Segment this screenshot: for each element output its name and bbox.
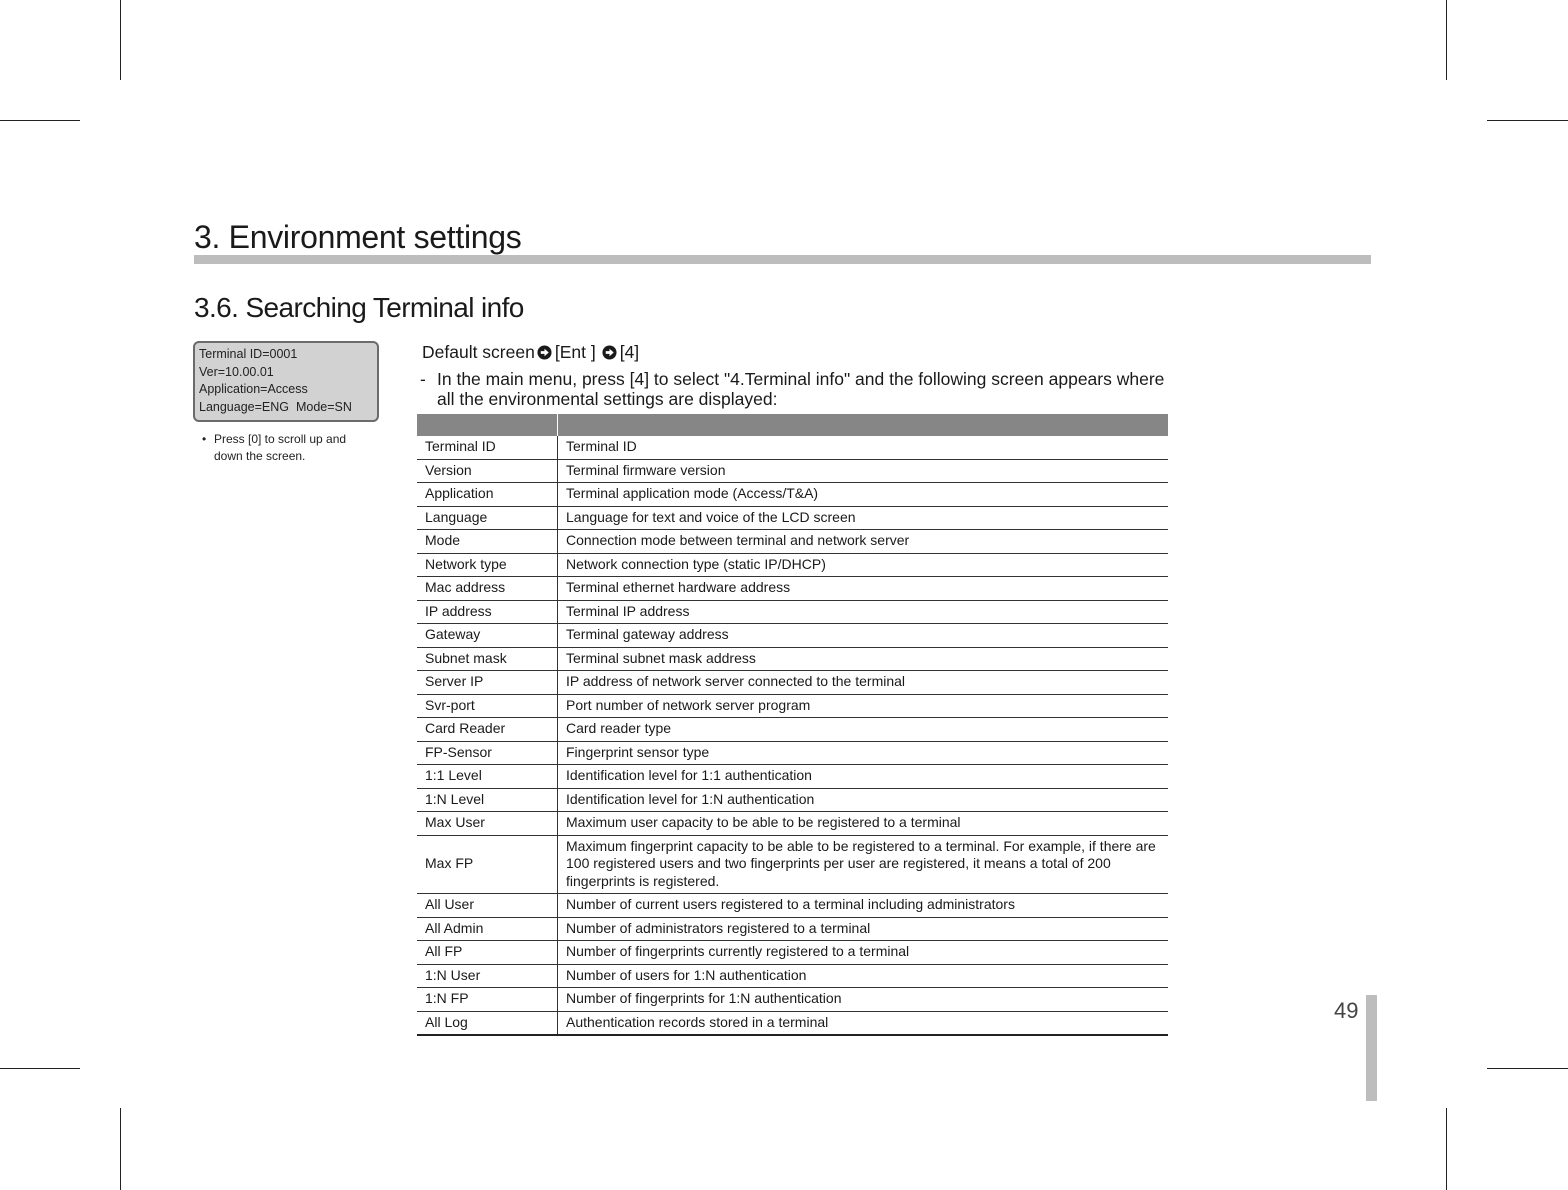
setting-name: Svr-port: [417, 694, 558, 718]
table-row: [417, 459, 1168, 483]
setting-name: Mac address: [417, 577, 558, 601]
table-header-cell: [417, 414, 558, 436]
table-row: [417, 718, 1168, 742]
setting-description: Authentication records stored in a terminal: [558, 1011, 1169, 1035]
setting-description: Terminal firmware version: [558, 459, 1169, 483]
setting-name: Mode: [417, 530, 558, 554]
setting-name: IP address: [417, 600, 558, 624]
setting-name: Card Reader: [417, 718, 558, 742]
table-row: [417, 671, 1168, 695]
setting-description: Terminal subnet mask address: [558, 647, 1169, 671]
table-row: [417, 624, 1168, 648]
crop-mark: [1487, 120, 1568, 121]
setting-description: Number of fingerprints for 1:N authentication: [558, 988, 1169, 1012]
table-row: [417, 600, 1168, 624]
table-row: [417, 553, 1168, 577]
lcd-line: Terminal ID=0001: [199, 347, 298, 361]
setting-name: All Admin: [417, 917, 558, 941]
side-note-text: Press [0] to scroll up and down the screen.: [214, 432, 347, 463]
setting-description: Terminal ID: [558, 436, 1169, 459]
table-row: [417, 694, 1168, 718]
nav-path-start: Default screen: [422, 342, 535, 362]
lcd-line: Application=Access: [199, 382, 308, 396]
setting-name: Network type: [417, 553, 558, 577]
crop-mark: [1446, 1108, 1447, 1190]
setting-name: All User: [417, 894, 558, 918]
setting-description: Identification level for 1:N authentication: [558, 788, 1169, 812]
setting-name: Version: [417, 459, 558, 483]
table-row: [417, 894, 1168, 918]
setting-description: Maximum user capacity to be able to be registered to a terminal: [558, 812, 1169, 836]
table-row: [417, 812, 1168, 836]
table-row: [417, 1011, 1168, 1035]
setting-name: Application: [417, 483, 558, 507]
setting-description: IP address of network server connected to the terminal: [558, 671, 1169, 695]
setting-name: All FP: [417, 941, 558, 965]
setting-name: 1:1 Level: [417, 765, 558, 789]
setting-description: Port number of network server program: [558, 694, 1169, 718]
setting-description: Number of current users registered to a terminal including administrators: [558, 894, 1169, 918]
lcd-screen: [193, 341, 379, 422]
setting-name: Max FP: [417, 835, 558, 894]
setting-description: Card reader type: [558, 718, 1169, 742]
table-row: [417, 483, 1168, 507]
table-row: [417, 647, 1168, 671]
setting-description: Connection mode between terminal and network server: [558, 530, 1169, 554]
setting-name: 1:N FP: [417, 988, 558, 1012]
table-header-row: [417, 414, 1168, 436]
table-row: [417, 835, 1168, 894]
setting-description: Language for text and voice of the LCD screen: [558, 506, 1169, 530]
lcd-line: Language=ENG Mode=SN: [199, 399, 352, 414]
setting-description: Fingerprint sensor type: [558, 741, 1169, 765]
crop-mark: [0, 120, 80, 121]
chapter-title: 3. Environment settings: [194, 219, 522, 255]
setting-name: Max User: [417, 812, 558, 836]
right-arrow-circle-icon: [537, 345, 552, 360]
title-rule: [194, 255, 1371, 264]
setting-description: Terminal application mode (Access/T&A): [558, 483, 1169, 507]
setting-description: Terminal gateway address: [558, 624, 1169, 648]
intro-paragraph: [420, 369, 1180, 409]
setting-description: Number of fingerprints currently registered to a terminal: [558, 941, 1169, 965]
table-row: [417, 577, 1168, 601]
dash-bullet: -: [420, 369, 426, 389]
table-row: [417, 506, 1168, 530]
table-row: [417, 788, 1168, 812]
setting-name: FP-Sensor: [417, 741, 558, 765]
page-edge-bar: [1366, 995, 1377, 1101]
table-row: [417, 917, 1168, 941]
side-note: [202, 431, 377, 465]
nav-path-step1: [Ent ]: [554, 342, 596, 362]
setting-description: Number of users for 1:N authentication: [558, 964, 1169, 988]
section-title: 3.6. Searching Terminal info: [194, 292, 524, 323]
setting-description: Maximum fingerprint capacity to be able to be registered to a terminal. For example, if there are 100 registered users and two fingerprints per user are registered, it means a total of 200 fingerprints is registered.: [558, 835, 1169, 894]
setting-name: Subnet mask: [417, 647, 558, 671]
setting-name: 1:N Level: [417, 788, 558, 812]
setting-description: Network connection type (static IP/DHCP): [558, 553, 1169, 577]
crop-mark: [1446, 0, 1447, 80]
table-row: [417, 988, 1168, 1012]
setting-description: Identification level for 1:1 authentication: [558, 765, 1169, 789]
table-row: [417, 530, 1168, 554]
table-header-cell: [558, 414, 1169, 436]
intro-text: In the main menu, press [4] to select "4.Terminal info" and the following screen appears where all the environmental settings are displayed:: [437, 369, 1165, 409]
setting-name: Server IP: [417, 671, 558, 695]
crop-mark: [120, 0, 121, 80]
crop-mark: [1487, 1068, 1568, 1069]
setting-name: All Log: [417, 1011, 558, 1035]
nav-path-step2: [4]: [619, 342, 640, 362]
lcd-line: Ver=10.00.01: [199, 364, 274, 379]
table-row: [417, 765, 1168, 789]
setting-description: Terminal ethernet hardware address: [558, 577, 1169, 601]
table-row: [417, 436, 1168, 459]
nav-path: [422, 342, 639, 363]
terminal-info-table: [417, 414, 1168, 1036]
setting-name: Gateway: [417, 624, 558, 648]
setting-name: Terminal ID: [417, 436, 558, 459]
setting-name: 1:N User: [417, 964, 558, 988]
table-row: [417, 941, 1168, 965]
bullet-icon: •: [202, 432, 207, 446]
table-row: [417, 741, 1168, 765]
crop-mark: [120, 1108, 121, 1190]
setting-name: Language: [417, 506, 558, 530]
right-arrow-circle-icon: [602, 345, 617, 360]
setting-description: Terminal IP address: [558, 600, 1169, 624]
table-row: [417, 964, 1168, 988]
setting-description: Number of administrators registered to a terminal: [558, 917, 1169, 941]
crop-mark: [0, 1068, 80, 1069]
page-number: 49: [1334, 998, 1359, 1023]
